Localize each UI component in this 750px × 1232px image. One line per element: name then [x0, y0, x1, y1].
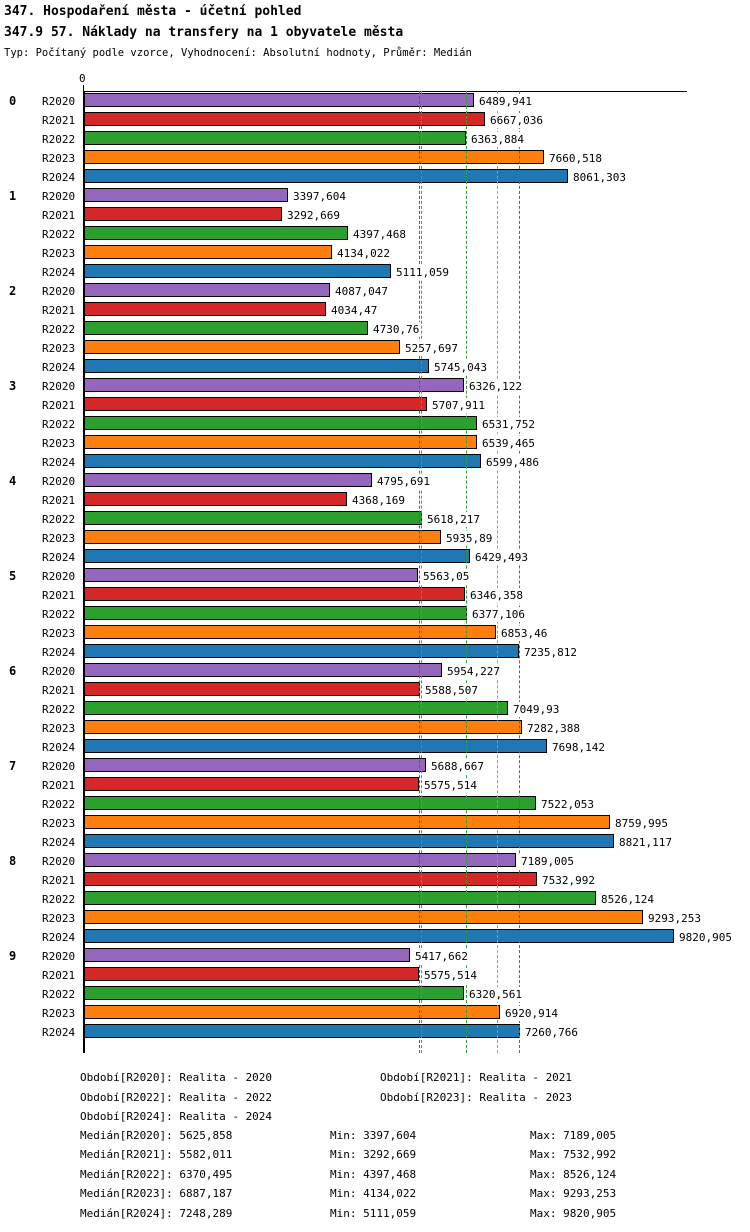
- bar-value-label: 5707,911: [432, 399, 485, 412]
- median-line-r2023: [497, 91, 498, 1053]
- bar-group1-r2023: [84, 245, 332, 259]
- series-label-r2021: R2021: [42, 494, 76, 507]
- series-label-r2020: R2020: [42, 190, 76, 203]
- bar-value-label: 6667,036: [490, 114, 543, 127]
- series-label-r2023: R2023: [42, 437, 76, 450]
- bar-group2-r2023: [84, 340, 400, 354]
- bar-group6-r2023: [84, 720, 522, 734]
- bar-group9-r2020: [84, 948, 410, 962]
- legend-period-left: Období[R2024]: Realita - 2024: [80, 1110, 273, 1123]
- group-label-6: 6: [9, 664, 17, 678]
- series-label-r2022: R2022: [42, 133, 76, 146]
- series-label-r2020: R2020: [42, 855, 76, 868]
- bar-group3-r2021: [84, 397, 427, 411]
- bar-value-label: 6853,46: [501, 627, 548, 640]
- series-label-r2023: R2023: [42, 247, 76, 260]
- bar-group3-r2020: [84, 378, 464, 392]
- bar-value-label: 8759,995: [615, 817, 668, 830]
- report-title: 347. Hospodaření města - účetní pohled: [4, 4, 302, 19]
- series-label-r2023: R2023: [42, 722, 76, 735]
- bar-group0-r2021: [84, 112, 485, 126]
- series-label-r2024: R2024: [42, 646, 76, 659]
- bar-value-label: 3292,669: [287, 209, 340, 222]
- bar-value-label: 7522,053: [541, 798, 594, 811]
- bar-value-label: 5618,217: [427, 513, 480, 526]
- series-label-r2020: R2020: [42, 380, 76, 393]
- group-label-9: 9: [9, 949, 17, 963]
- bar-value-label: 8061,303: [573, 171, 626, 184]
- legend-period-left: Období[R2022]: Realita - 2022: [80, 1090, 273, 1104]
- series-label-r2021: R2021: [42, 874, 76, 887]
- bar-value-label: 7698,142: [552, 741, 605, 754]
- series-label-r2023: R2023: [42, 342, 76, 355]
- bar-value-label: 5935,89: [446, 532, 493, 545]
- series-label-r2024: R2024: [42, 361, 76, 374]
- bar-group5-r2024: [84, 644, 519, 658]
- series-label-r2024: R2024: [42, 456, 76, 469]
- bar-value-label: 6346,358: [470, 589, 523, 602]
- bar-value-label: 4397,468: [353, 228, 406, 241]
- series-label-r2022: R2022: [42, 228, 76, 241]
- bar-value-label: 5688,667: [431, 760, 484, 773]
- indicator-title: 347.9 57. Náklady na transfery na 1 obyvatele města: [4, 25, 404, 40]
- series-label-r2022: R2022: [42, 323, 76, 336]
- bar-value-label: 6539,465: [482, 437, 535, 450]
- bar-group6-r2020: [84, 663, 442, 677]
- bar-group2-r2024: [84, 359, 429, 373]
- group-label-5: 5: [9, 569, 17, 583]
- median-line-r2021: [419, 91, 420, 1053]
- series-label-r2020: R2020: [42, 475, 76, 488]
- stat-min: Min: 5111,059: [330, 1206, 417, 1220]
- bar-group6-r2021: [84, 682, 420, 696]
- stat-median: Medián[R2024]: 7248,289: [80, 1206, 233, 1220]
- bar-group0-r2023: [84, 150, 544, 164]
- series-label-r2023: R2023: [42, 817, 76, 830]
- bar-group1-r2024: [84, 264, 391, 278]
- series-label-r2021: R2021: [42, 304, 76, 317]
- series-label-r2023: R2023: [42, 912, 76, 925]
- bar-group9-r2023: [84, 1005, 500, 1019]
- bar-group0-r2024: [84, 169, 568, 183]
- bar-group5-r2022: [84, 606, 467, 620]
- bar-group5-r2023: [84, 625, 496, 639]
- bar-value-label: 5575,514: [424, 969, 477, 982]
- series-label-r2020: R2020: [42, 95, 76, 108]
- group-label-7: 7: [9, 759, 17, 773]
- stat-min: Min: 4134,022: [330, 1187, 417, 1201]
- bar-value-label: 8526,124: [601, 893, 654, 906]
- bar-group6-r2024: [84, 739, 547, 753]
- bar-value-label: 6363,884: [471, 133, 524, 146]
- bar-value-label: 7189,005: [521, 855, 574, 868]
- series-label-r2020: R2020: [42, 760, 76, 773]
- bar-group7-r2020: [84, 758, 426, 772]
- series-label-r2024: R2024: [42, 836, 76, 849]
- series-label-r2022: R2022: [42, 513, 76, 526]
- bar-value-label: 5111,059: [396, 266, 449, 279]
- bar-value-label: 3397,604: [293, 190, 346, 203]
- series-label-r2024: R2024: [42, 266, 76, 279]
- bar-group2-r2021: [84, 302, 326, 316]
- series-label-r2021: R2021: [42, 589, 76, 602]
- bar-value-label: 7660,518: [549, 152, 602, 165]
- series-label-r2020: R2020: [42, 950, 76, 963]
- bar-group7-r2021: [84, 777, 419, 791]
- bar-value-label: 7532,992: [542, 874, 595, 887]
- stat-max: Max: 7532,992: [530, 1148, 617, 1162]
- bar-value-label: 5575,514: [424, 779, 477, 792]
- series-label-r2021: R2021: [42, 779, 76, 792]
- bar-group5-r2020: [84, 568, 418, 582]
- series-label-r2023: R2023: [42, 627, 76, 640]
- bar-group9-r2021: [84, 967, 419, 981]
- bar-group7-r2023: [84, 815, 610, 829]
- bar-value-label: 6531,752: [482, 418, 535, 431]
- bar-value-label: 4134,022: [337, 247, 390, 260]
- bar-group2-r2020: [84, 283, 330, 297]
- series-label-r2020: R2020: [42, 285, 76, 298]
- bar-group8-r2020: [84, 853, 516, 867]
- series-label-r2024: R2024: [42, 551, 76, 564]
- bar-group0-r2022: [84, 131, 466, 145]
- series-label-r2022: R2022: [42, 418, 76, 431]
- bar-group4-r2024: [84, 549, 470, 563]
- bar-value-label: 4795,691: [377, 475, 430, 488]
- group-label-0: 0: [9, 94, 17, 108]
- series-label-r2024: R2024: [42, 171, 76, 184]
- series-label-r2023: R2023: [42, 1007, 76, 1020]
- bar-value-label: 5563,05: [423, 570, 470, 583]
- bar-value-label: 4087,047: [335, 285, 388, 298]
- bar-group1-r2020: [84, 188, 288, 202]
- bar-group1-r2021: [84, 207, 282, 221]
- bar-group8-r2023: [84, 910, 643, 924]
- bar-group4-r2020: [84, 473, 372, 487]
- bar-group8-r2021: [84, 872, 537, 886]
- bar-group9-r2022: [84, 986, 464, 1000]
- bar-value-label: 9293,253: [648, 912, 701, 925]
- series-label-r2020: R2020: [42, 570, 76, 583]
- x-axis-line: [83, 91, 687, 92]
- series-label-r2022: R2022: [42, 798, 76, 811]
- bar-value-label: 9820,905: [679, 931, 732, 944]
- bar-value-label: 6326,122: [469, 380, 522, 393]
- series-label-r2021: R2021: [42, 114, 76, 127]
- series-label-r2022: R2022: [42, 893, 76, 906]
- bar-group8-r2024: [84, 929, 674, 943]
- legend-period-right: Období[R2021]: Realita - 2021: [380, 1071, 573, 1084]
- bar-group1-r2022: [84, 226, 348, 240]
- bar-group5-r2021: [84, 587, 465, 601]
- stat-min: Min: 3292,669: [330, 1148, 417, 1162]
- series-label-r2024: R2024: [42, 741, 76, 754]
- stat-median: Medián[R2020]: 5625,858: [80, 1129, 233, 1142]
- bar-value-label: 4368,169: [352, 494, 405, 507]
- bar-value-label: 5417,662: [415, 950, 468, 963]
- series-label-r2022: R2022: [42, 703, 76, 716]
- bar-value-label: 6377,106: [472, 608, 525, 621]
- bar-value-label: 4730,76: [373, 323, 420, 336]
- stat-min: Min: 3397,604: [330, 1129, 417, 1142]
- bar-group4-r2021: [84, 492, 347, 506]
- stat-median: Medián[R2022]: 6370,495: [80, 1167, 233, 1181]
- bar-group4-r2023: [84, 530, 441, 544]
- bar-value-label: 7235,812: [524, 646, 577, 659]
- series-label-r2020: R2020: [42, 665, 76, 678]
- bar-group6-r2022: [84, 701, 508, 715]
- bar-value-label: 7260,766: [525, 1026, 578, 1039]
- series-label-r2023: R2023: [42, 152, 76, 165]
- bar-value-label: 6489,941: [479, 95, 532, 108]
- bar-value-label: 5588,507: [425, 684, 478, 697]
- series-label-r2024: R2024: [42, 931, 76, 944]
- stat-median: Medián[R2023]: 6887,187: [80, 1187, 233, 1201]
- stat-max: Max: 9293,253: [530, 1187, 617, 1201]
- series-label-r2022: R2022: [42, 608, 76, 621]
- bar-value-label: 6320,561: [469, 988, 522, 1001]
- bar-value-label: 7282,388: [527, 722, 580, 735]
- series-label-r2023: R2023: [42, 532, 76, 545]
- group-label-1: 1: [9, 189, 17, 203]
- series-label-r2021: R2021: [42, 969, 76, 982]
- bar-value-label: 7049,93: [513, 703, 560, 716]
- series-label-r2022: R2022: [42, 988, 76, 1001]
- bar-value-label: 6429,493: [475, 551, 528, 564]
- bar-group0-r2020: [84, 93, 474, 107]
- stat-max: Max: 9820,905: [530, 1206, 617, 1220]
- group-label-4: 4: [9, 474, 17, 488]
- stat-max: Max: 7189,005: [530, 1129, 617, 1142]
- bar-group7-r2022: [84, 796, 536, 810]
- bar-value-label: 4034,47: [331, 304, 378, 317]
- legend-period-right: Období[R2023]: Realita - 2023: [380, 1090, 573, 1104]
- bar-value-label: 6920,914: [505, 1007, 558, 1020]
- x-axis-zero-tick-label: 0: [79, 72, 86, 85]
- legend-period-left: Období[R2020]: Realita - 2020: [80, 1071, 273, 1084]
- group-label-3: 3: [9, 379, 17, 393]
- stat-min: Min: 4397,468: [330, 1167, 417, 1181]
- bar-group7-r2024: [84, 834, 614, 848]
- bar-value-label: 6599,486: [486, 456, 539, 469]
- bar-group4-r2022: [84, 511, 422, 525]
- bar-group2-r2022: [84, 321, 368, 335]
- series-label-r2024: R2024: [42, 1026, 76, 1039]
- series-label-r2021: R2021: [42, 209, 76, 222]
- stat-median: Medián[R2021]: 5582,011: [80, 1148, 233, 1162]
- bar-group9-r2024: [84, 1024, 520, 1038]
- group-label-2: 2: [9, 284, 17, 298]
- bar-value-label: 5954,227: [447, 665, 500, 678]
- bar-value-label: 5745,043: [434, 361, 487, 374]
- median-line-r2024: [519, 91, 520, 1053]
- bar-value-label: 8821,117: [619, 836, 672, 849]
- stat-max: Max: 8526,124: [530, 1167, 617, 1181]
- series-label-r2021: R2021: [42, 684, 76, 697]
- series-label-r2021: R2021: [42, 399, 76, 412]
- group-label-8: 8: [9, 854, 17, 868]
- indicator-meta: Typ: Počítaný podle vzorce, Vyhodnocení: Absolutní hodnoty, Průměr: Medián: [4, 47, 472, 59]
- bar-value-label: 5257,697: [405, 342, 458, 355]
